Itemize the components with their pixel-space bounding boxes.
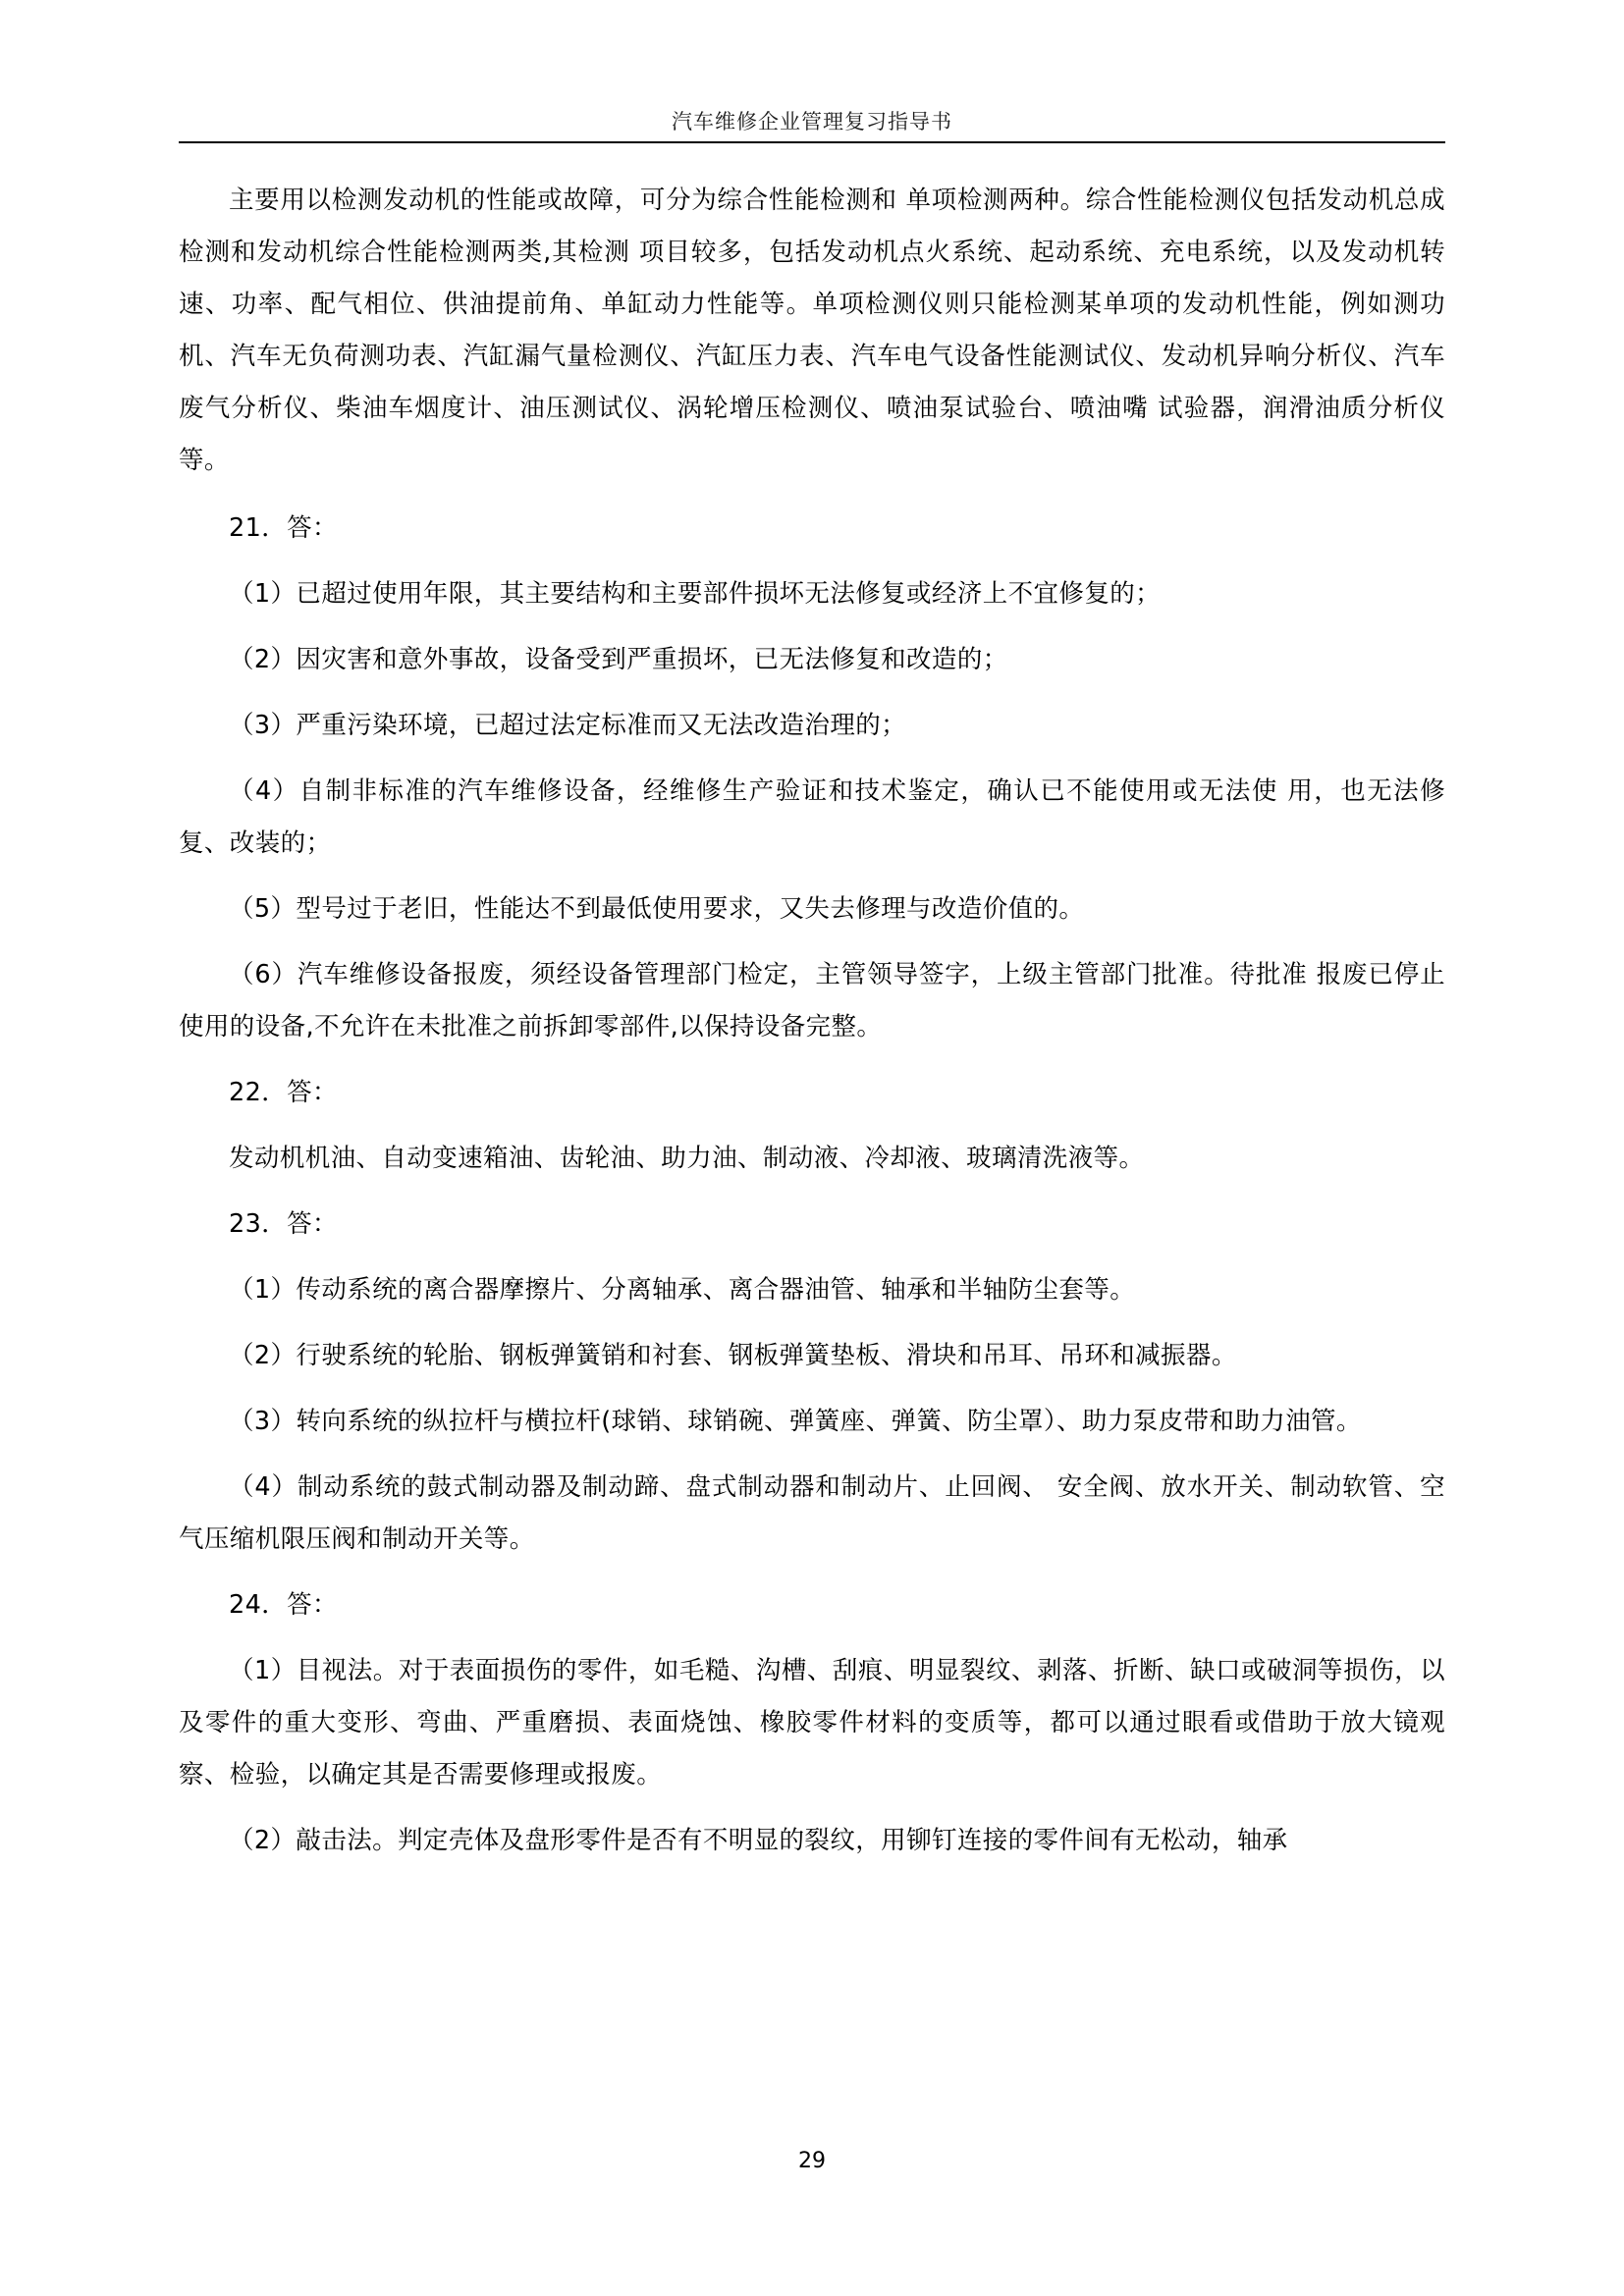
paragraph-answer-23-item-3: （3）转向系统的纵拉杆与横拉杆(球销、球销碗、弹簧座、弹簧、防尘罩）、助力泵皮带和助力油管。 [229, 1407, 1362, 1436]
paragraph-answer-23-item-4: （4）制动系统的鼓式制动器及制动蹄、盘式制动器和制动片、止回阀、 安全阀、放水开关、制动软管、空气压缩机限压阀和制动开关等。 [179, 1472, 1445, 1554]
paragraph-answer-24-heading: 24．答： [229, 1590, 338, 1620]
paragraph-answer-24-item-2: （2）敲击法。判定壳体及盘形零件是否有不明显的裂纹，用铆钉连接的零件间有无松动，轴承 [229, 1826, 1288, 1855]
paragraph-answer-21-item-2: （2）因灾害和意外事故，设备受到严重损坏，已无法修复和改造的； [229, 645, 1008, 674]
paragraph-answer-21-item-3: （3）严重污染环境，已超过法定标准而又无法改造治理的； [229, 711, 907, 740]
page-number: 29 [798, 2149, 826, 2173]
paragraph-answer-21-item-4: （4）自制非标准的汽车维修设备，经维修生产验证和技术鉴定，确认已不能使用或无法使 用，也无法修复、改装的； [179, 776, 1445, 858]
page-header [0, 106, 1624, 135]
paragraph-intro-engine-test: 主要用以检测发动机的性能或故障，可分为综合性能检测和 单项检测两种。综合性能检测仪包括发动机总成检测和发动机综合性能检测两类,其检测 项目较多，包括发动机点火系统、起动系统、充电系统，以及发动机转速、功率、配气相位、供油提前角、单缸动力性能等。单项检测仪则只能检测某单项的发动机性能，例如测功机、汽车无负荷测功表、汽缸漏气量检测仪、汽缸压力表、汽车电气设备性能测试仪、发动机异响分析仪、汽车废气分析仪、柴油车烟度计、油压测试仪、涡轮增压检测仪、喷油泵试验台、喷油嘴 试验器，润滑油质分析仪等。 [179, 186, 1445, 475]
header-divider [179, 141, 1445, 143]
paragraph-answer-21-item-5: （5）型号过于老旧，性能达不到最低使用要求，又失去修理与改造价值的。 [229, 894, 1085, 924]
paragraph-answer-22-body: 发动机机油、自动变速箱油、齿轮油、助力油、制动液、冷却液、玻璃清洗液等。 [229, 1144, 1145, 1173]
paragraph-answer-21-item-1: （1）已超过使用年限，其主要结构和主要部件损坏无法修复或经济上不宜修复的； [229, 579, 1162, 609]
paragraph-answer-24-item-1: （1）目视法。对于表面损伤的零件，如毛糙、沟槽、刮痕、明显裂纹、剥落、折断、缺口或破洞等损伤，以及零件的重大变形、弯曲、严重磨损、表面烧蚀、橡胶零件材料的变质等，都可以通过眼看或借助于放大镜观察、检验，以确定其是否需要修理或报废。 [179, 1656, 1445, 1789]
paragraph-answer-22-heading: 22．答： [229, 1078, 338, 1107]
paragraph-answer-23-item-2: （2）行驶系统的轮胎、钢板弹簧销和衬套、钢板弹簧垫板、滑块和吊耳、吊环和减振器。 [229, 1341, 1237, 1370]
paragraph-answer-21-item-6: （6）汽车维修设备报废，须经设备管理部门检定，主管领导签字，上级主管部门批准。待批准 报废已停止使用的设备,不允许在未批准之前拆卸零部件,以保持设备完整。 [179, 960, 1445, 1041]
header-title: 汽车维修企业管理复习指导书 [672, 110, 952, 133]
document-body [179, 175, 1445, 1881]
paragraph-answer-23-item-1: （1）传动系统的离合器摩擦片、分离轴承、离合器油管、轴承和半轴防尘套等。 [229, 1275, 1136, 1305]
paragraph-answer-23-heading: 23．答： [229, 1209, 338, 1239]
paragraph-answer-21-heading: 21．答： [229, 513, 338, 543]
